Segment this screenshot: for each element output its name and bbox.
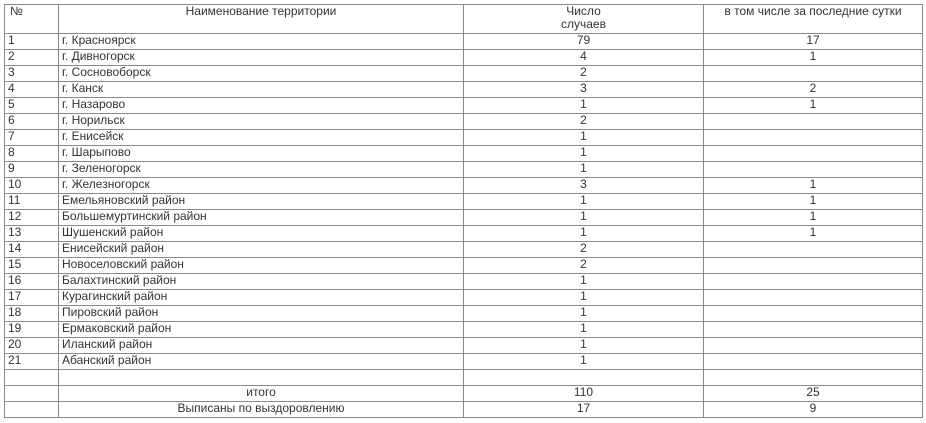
row-number: 3 bbox=[5, 66, 59, 82]
last-day-count: 1 bbox=[704, 178, 923, 194]
row-number: 9 bbox=[5, 162, 59, 178]
table-row bbox=[5, 130, 923, 146]
last-day-count bbox=[704, 130, 923, 146]
case-count: 3 bbox=[464, 82, 704, 98]
last-day-count bbox=[704, 306, 923, 322]
cases-table-body bbox=[5, 5, 923, 418]
row-number: 21 bbox=[5, 354, 59, 370]
last-day-count: 1 bbox=[704, 210, 923, 226]
blank-cell bbox=[59, 370, 464, 386]
last-day-count bbox=[704, 338, 923, 354]
case-count: 4 bbox=[464, 50, 704, 66]
table-row bbox=[5, 114, 923, 130]
case-count: 1 bbox=[464, 226, 704, 242]
header-last-day: в том числе за последние сутки bbox=[704, 5, 923, 34]
row-number: 20 bbox=[5, 338, 59, 354]
case-count: 1 bbox=[464, 130, 704, 146]
table-row bbox=[5, 322, 923, 338]
territory-name: Ермаковский район bbox=[59, 322, 464, 338]
last-day-count bbox=[704, 354, 923, 370]
table-row bbox=[5, 66, 923, 82]
summary-number bbox=[5, 402, 59, 418]
territory-name: г. Железногорск bbox=[59, 178, 464, 194]
territory-name: г. Назарово bbox=[59, 98, 464, 114]
table-row bbox=[5, 258, 923, 274]
case-count: 1 bbox=[464, 274, 704, 290]
case-count: 2 bbox=[464, 114, 704, 130]
row-number: 12 bbox=[5, 210, 59, 226]
case-count: 1 bbox=[464, 354, 704, 370]
last-day-count: 1 bbox=[704, 226, 923, 242]
table-row bbox=[5, 306, 923, 322]
table-row bbox=[5, 354, 923, 370]
case-count: 1 bbox=[464, 338, 704, 354]
territory-name: г. Енисейск bbox=[59, 130, 464, 146]
case-count: 2 bbox=[464, 258, 704, 274]
territory-name: г. Шарыпово bbox=[59, 146, 464, 162]
row-number: 1 bbox=[5, 34, 59, 50]
summary-last-day-count: 25 bbox=[704, 386, 923, 402]
last-day-count: 1 bbox=[704, 194, 923, 210]
summary-label: Выписаны по выздоровлению bbox=[59, 402, 464, 418]
summary-case-count: 110 bbox=[464, 386, 704, 402]
summary-case-count: 17 bbox=[464, 402, 704, 418]
last-day-count: 17 bbox=[704, 34, 923, 50]
blank-cell bbox=[5, 370, 59, 386]
row-number: 6 bbox=[5, 114, 59, 130]
table-row bbox=[5, 146, 923, 162]
territory-name: г. Зеленогорск bbox=[59, 162, 464, 178]
territory-name: Курагинский район bbox=[59, 290, 464, 306]
table-header-row bbox=[5, 5, 923, 34]
table-row bbox=[5, 274, 923, 290]
territory-name: Пировский район bbox=[59, 306, 464, 322]
header-case-count-line1: Число bbox=[566, 4, 601, 18]
table-row bbox=[5, 34, 923, 50]
territory-name: г. Дивногорск bbox=[59, 50, 464, 66]
case-count: 2 bbox=[464, 66, 704, 82]
header-number: № bbox=[5, 5, 59, 34]
territory-name: Большемуртинский район bbox=[59, 210, 464, 226]
last-day-count: 1 bbox=[704, 50, 923, 66]
case-count: 1 bbox=[464, 146, 704, 162]
table-row bbox=[5, 290, 923, 306]
territory-name: г. Красноярск bbox=[59, 34, 464, 50]
territory-name: Емельяновский район bbox=[59, 194, 464, 210]
table-row bbox=[5, 50, 923, 66]
case-count: 1 bbox=[464, 194, 704, 210]
table-row bbox=[5, 338, 923, 354]
row-number: 11 bbox=[5, 194, 59, 210]
blank-row bbox=[5, 370, 923, 386]
table-row bbox=[5, 210, 923, 226]
row-number: 7 bbox=[5, 130, 59, 146]
territory-name: Балахтинский район bbox=[59, 274, 464, 290]
table-row bbox=[5, 242, 923, 258]
row-number: 18 bbox=[5, 306, 59, 322]
blank-cell bbox=[704, 370, 923, 386]
summary-last-day-count: 9 bbox=[704, 402, 923, 418]
last-day-count: 2 bbox=[704, 82, 923, 98]
last-day-count bbox=[704, 114, 923, 130]
row-number: 17 bbox=[5, 290, 59, 306]
cases-table bbox=[4, 4, 923, 418]
summary-row bbox=[5, 402, 923, 418]
blank-cell bbox=[464, 370, 704, 386]
summary-row bbox=[5, 386, 923, 402]
last-day-count bbox=[704, 290, 923, 306]
row-number: 13 bbox=[5, 226, 59, 242]
table-row bbox=[5, 98, 923, 114]
summary-number bbox=[5, 386, 59, 402]
header-case-count-line2: случаев bbox=[561, 17, 606, 31]
table-row bbox=[5, 226, 923, 242]
row-number: 2 bbox=[5, 50, 59, 66]
header-case-count bbox=[464, 5, 704, 34]
case-count: 2 bbox=[464, 242, 704, 258]
case-count: 1 bbox=[464, 306, 704, 322]
table-row bbox=[5, 194, 923, 210]
case-count: 1 bbox=[464, 162, 704, 178]
table-row bbox=[5, 178, 923, 194]
case-count: 1 bbox=[464, 322, 704, 338]
territory-name: г. Сосновоборск bbox=[59, 66, 464, 82]
last-day-count bbox=[704, 242, 923, 258]
row-number: 8 bbox=[5, 146, 59, 162]
last-day-count bbox=[704, 162, 923, 178]
territory-name: Новоселовский район bbox=[59, 258, 464, 274]
last-day-count bbox=[704, 274, 923, 290]
row-number: 19 bbox=[5, 322, 59, 338]
case-count: 1 bbox=[464, 98, 704, 114]
territory-name: Шушенский район bbox=[59, 226, 464, 242]
last-day-count bbox=[704, 258, 923, 274]
table-row bbox=[5, 82, 923, 98]
summary-label: итого bbox=[59, 386, 464, 402]
last-day-count bbox=[704, 66, 923, 82]
case-count: 79 bbox=[464, 34, 704, 50]
row-number: 16 bbox=[5, 274, 59, 290]
territory-name: Абанский район bbox=[59, 354, 464, 370]
territory-name: г. Норильск bbox=[59, 114, 464, 130]
territory-name: Иланский район bbox=[59, 338, 464, 354]
territory-name: г. Канск bbox=[59, 82, 464, 98]
case-count: 1 bbox=[464, 290, 704, 306]
case-count: 1 bbox=[464, 210, 704, 226]
header-territory-name: Наименование территории bbox=[59, 5, 464, 34]
table-row bbox=[5, 162, 923, 178]
last-day-count bbox=[704, 322, 923, 338]
row-number: 14 bbox=[5, 242, 59, 258]
row-number: 15 bbox=[5, 258, 59, 274]
row-number: 10 bbox=[5, 178, 59, 194]
row-number: 4 bbox=[5, 82, 59, 98]
last-day-count bbox=[704, 146, 923, 162]
case-count: 3 bbox=[464, 178, 704, 194]
row-number: 5 bbox=[5, 98, 59, 114]
territory-name: Енисейский район bbox=[59, 242, 464, 258]
last-day-count: 1 bbox=[704, 98, 923, 114]
